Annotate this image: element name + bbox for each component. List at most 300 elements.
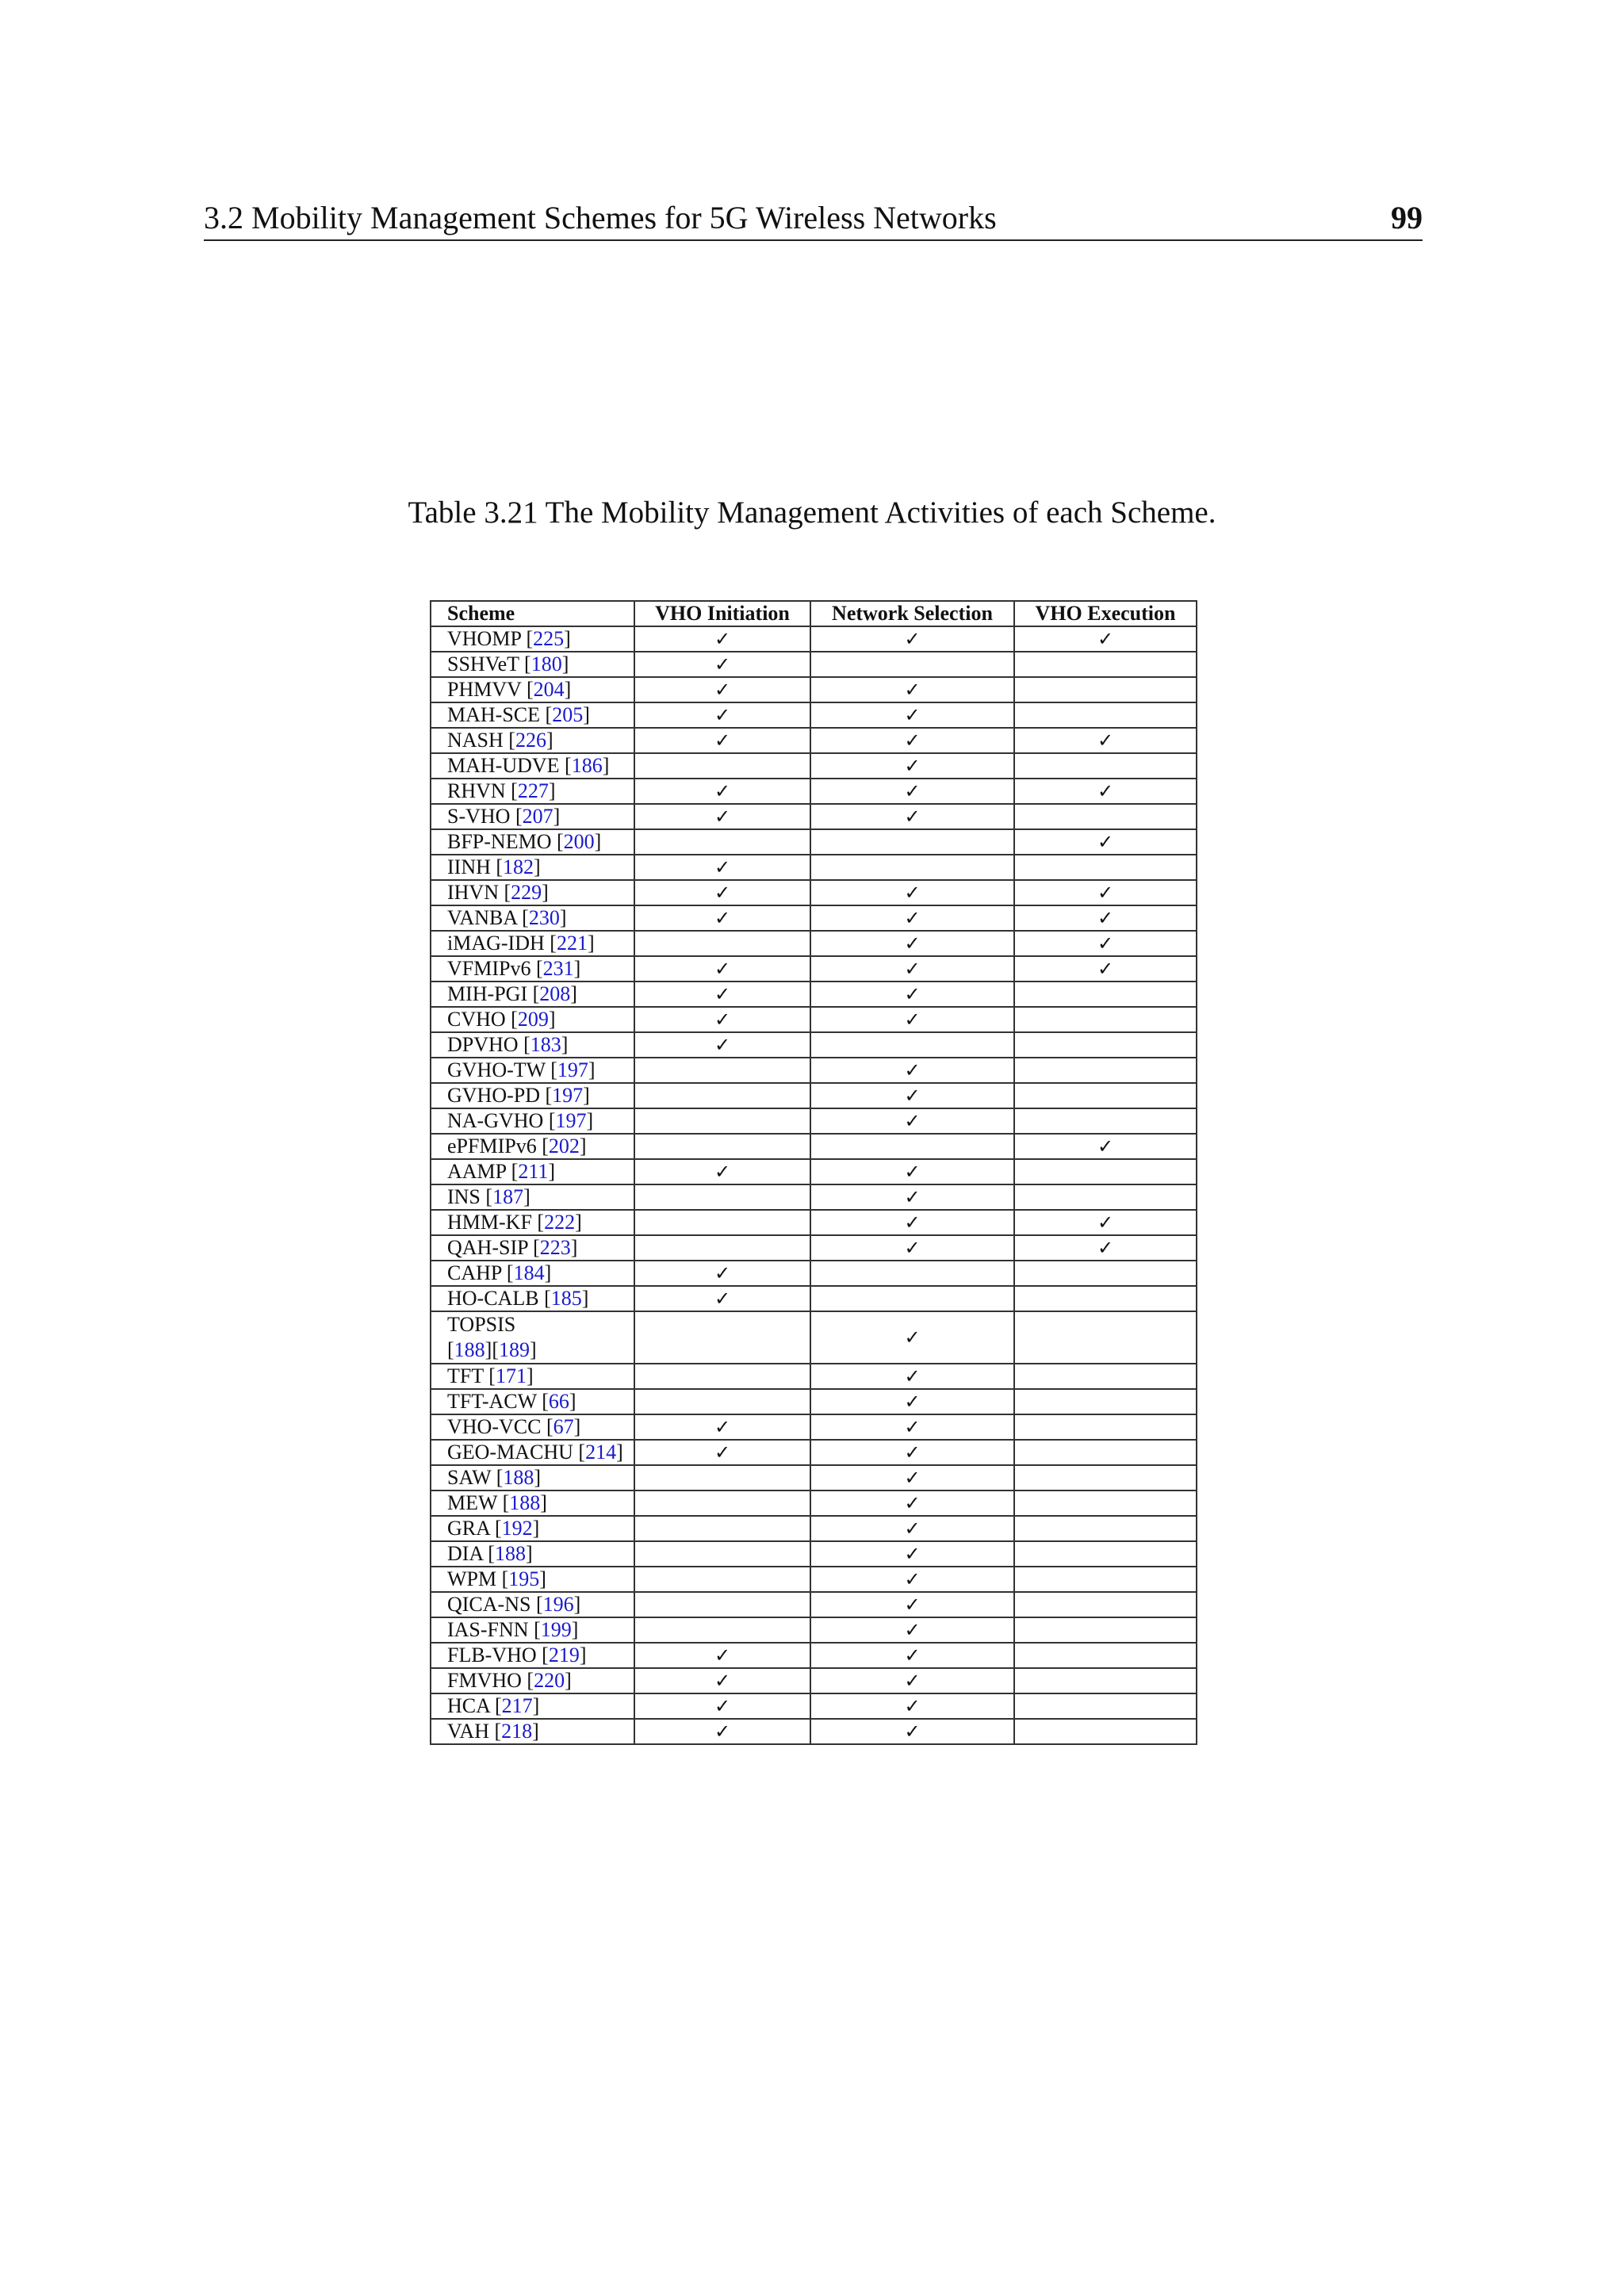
citation-link[interactable]: 226 (515, 729, 546, 752)
network-selection-cell (810, 753, 1014, 779)
table-row (431, 652, 1197, 677)
scheme-name: MIH-PGI (447, 982, 528, 1005)
scheme-name: SSHVeT (447, 652, 519, 675)
vho-initiation-cell (634, 905, 810, 931)
checkmark-icon: ✓ (1097, 780, 1114, 802)
citation-link[interactable]: 205 (552, 703, 584, 726)
scheme-name: DPVHO (447, 1033, 519, 1056)
checkmark-icon: ✓ (714, 653, 731, 675)
scheme-cell: NASH [226] (431, 728, 634, 753)
vho-initiation-cell (634, 1364, 810, 1389)
checkmark-icon: ✓ (904, 1059, 921, 1081)
scheme-cell: VFMIPv6 [231] (431, 956, 634, 982)
scheme-cell: FLB-VHO [219] (431, 1643, 634, 1668)
checkmark-icon: ✓ (904, 882, 921, 904)
vho-execution-cell (1014, 1364, 1197, 1389)
scheme-cell: iMAG-IDH [221] (431, 931, 634, 956)
checkmark-icon: ✓ (904, 1110, 921, 1132)
scheme-cell: GRA [192] (431, 1516, 634, 1541)
checkmark-icon: ✓ (904, 1441, 921, 1464)
checkmark-icon: ✓ (714, 1034, 731, 1056)
network-selection-cell (810, 1541, 1014, 1567)
checkmark-icon: ✓ (904, 1008, 921, 1031)
scheme-name: SAW (447, 1466, 492, 1489)
checkmark-icon: ✓ (904, 729, 921, 752)
scheme-cell: VHOMP [225] (431, 626, 634, 652)
citation-link[interactable]: 217 (501, 1694, 533, 1717)
column-header-vho-initiation: VHO Initiation (634, 601, 810, 626)
vho-execution-cell (1014, 982, 1197, 1007)
checkmark-icon: ✓ (904, 1568, 921, 1590)
citation-link[interactable]: 188 (503, 1466, 534, 1489)
table-caption: Table 3.21 The Mobility Management Activities of each Scheme. (408, 496, 1216, 530)
network-selection-cell (810, 1261, 1014, 1286)
checkmark-icon: ✓ (904, 628, 921, 650)
network-selection-cell (810, 1032, 1014, 1058)
citation-link[interactable]: 200 (563, 830, 595, 853)
checkmark-icon: ✓ (714, 1161, 731, 1183)
scheme-cell: PHMVV [204] (431, 677, 634, 702)
checkmark-icon: ✓ (1097, 628, 1114, 650)
citation-link[interactable]: 180 (530, 652, 562, 675)
table-body (431, 626, 1197, 1744)
network-selection-cell (810, 804, 1014, 829)
network-selection-cell (810, 1159, 1014, 1184)
vho-execution-cell (1014, 956, 1197, 982)
vho-initiation-cell (634, 1083, 810, 1108)
checkmark-icon: ✓ (714, 704, 731, 726)
vho-initiation-cell (634, 1210, 810, 1235)
network-selection-cell (810, 956, 1014, 982)
checkmark-icon: ✓ (904, 907, 921, 929)
citation-link[interactable]: 231 (542, 957, 574, 980)
network-selection-cell (810, 1083, 1014, 1108)
vho-initiation-cell (634, 702, 810, 728)
checkmark-icon: ✓ (1097, 729, 1114, 752)
vho-execution-cell (1014, 1210, 1197, 1235)
scheme-cell: WPM [195] (431, 1567, 634, 1592)
table-row (431, 1389, 1197, 1414)
table-row (431, 702, 1197, 728)
scheme-name: IAS-FNN (447, 1618, 529, 1641)
citation-link[interactable]: 223 (539, 1236, 571, 1259)
vho-execution-cell (1014, 804, 1197, 829)
citation-link[interactable]: 211 (518, 1160, 549, 1183)
network-selection-cell (810, 702, 1014, 728)
table-row (431, 1311, 1197, 1364)
checkmark-icon: ✓ (904, 1695, 921, 1717)
page-number: 99 (1391, 200, 1423, 235)
column-header-vho-execution: VHO Execution (1014, 601, 1197, 626)
citation-link[interactable]: 67 (553, 1415, 574, 1438)
vho-execution-cell (1014, 652, 1197, 677)
vho-execution-cell (1014, 1159, 1197, 1184)
vho-execution-cell (1014, 1108, 1197, 1134)
table-row (431, 1668, 1197, 1693)
citation-link[interactable]: 204 (533, 678, 565, 701)
vho-execution-cell (1014, 829, 1197, 855)
network-selection-cell (810, 982, 1014, 1007)
scheme-name: GRA (447, 1517, 490, 1540)
scheme-name: VAH (447, 1720, 489, 1743)
checkmark-icon: ✓ (904, 679, 921, 701)
vho-execution-cell (1014, 1567, 1197, 1592)
checkmark-icon: ✓ (904, 1720, 921, 1743)
checkmark-icon: ✓ (904, 1492, 921, 1514)
vho-execution-cell (1014, 702, 1197, 728)
scheme-cell: QAH-SIP [223] (431, 1235, 634, 1261)
network-selection-cell (810, 1389, 1014, 1414)
citation-link[interactable]: 192 (501, 1517, 533, 1540)
checkmark-icon: ✓ (1097, 932, 1114, 955)
table-row (431, 905, 1197, 931)
citation-link[interactable]: 184 (513, 1261, 545, 1284)
scheme-cell: GVHO-PD [197] (431, 1083, 634, 1108)
checkmark-icon: ✓ (904, 1211, 921, 1234)
citation-link[interactable]: 189 (499, 1338, 530, 1361)
scheme-cell: HMM-KF [222] (431, 1210, 634, 1235)
vho-initiation-cell (634, 804, 810, 829)
network-selection-cell (810, 905, 1014, 931)
network-selection-cell (810, 1210, 1014, 1235)
scheme-name: GVHO-PD (447, 1084, 540, 1107)
checkmark-icon: ✓ (714, 806, 731, 828)
column-header-network-selection: Network Selection (810, 601, 1014, 626)
scheme-name: GVHO-TW (447, 1058, 546, 1081)
table-row (431, 753, 1197, 779)
table-row (431, 1235, 1197, 1261)
vho-initiation-cell (634, 1184, 810, 1210)
checkmark-icon: ✓ (904, 1594, 921, 1616)
vho-execution-cell (1014, 1389, 1197, 1414)
vho-execution-cell (1014, 880, 1197, 905)
citation-link[interactable]: 230 (528, 906, 560, 929)
checkmark-icon: ✓ (714, 907, 731, 929)
network-selection-cell (810, 1668, 1014, 1693)
citation-link[interactable]: 227 (517, 779, 549, 802)
checkmark-icon: ✓ (904, 1517, 921, 1540)
citation-link[interactable]: 229 (511, 881, 542, 904)
scheme-name: VANBA (447, 906, 517, 929)
checkmark-icon: ✓ (904, 1543, 921, 1565)
vho-execution-cell (1014, 1414, 1197, 1440)
table-row (431, 1693, 1197, 1719)
vho-initiation-cell (634, 1719, 810, 1744)
scheme-name: iMAG-IDH (447, 932, 545, 955)
citation-link[interactable]: 219 (548, 1644, 580, 1667)
scheme-name: CVHO (447, 1008, 506, 1031)
citation-link[interactable]: 222 (544, 1211, 576, 1234)
network-selection-cell (810, 1007, 1014, 1032)
vho-initiation-cell (634, 1007, 810, 1032)
vho-initiation-cell (634, 1261, 810, 1286)
scheme-name: MAH-SCE (447, 703, 541, 726)
checkmark-icon: ✓ (714, 983, 731, 1005)
vho-initiation-cell (634, 1668, 810, 1693)
table-row (431, 956, 1197, 982)
citation-link[interactable]: 209 (517, 1008, 549, 1031)
checkmark-icon: ✓ (714, 1416, 731, 1438)
scheme-cell: MAH-UDVE [186] (431, 753, 634, 779)
citation-link[interactable]: 187 (492, 1185, 524, 1208)
vho-initiation-cell (634, 1541, 810, 1567)
vho-execution-cell (1014, 1541, 1197, 1567)
scheme-name: HO-CALB (447, 1287, 539, 1310)
table-row (431, 626, 1197, 652)
checkmark-icon: ✓ (904, 1644, 921, 1667)
citation-link[interactable]: 214 (585, 1441, 617, 1464)
checkmark-icon: ✓ (904, 1619, 921, 1641)
citation-link[interactable]: 225 (533, 627, 565, 650)
table-row (431, 1261, 1197, 1286)
vho-initiation-cell (634, 982, 810, 1007)
scheme-name: VFMIPv6 (447, 957, 531, 980)
network-selection-cell (810, 1490, 1014, 1516)
checkmark-icon: ✓ (714, 1644, 731, 1667)
citation-link[interactable]: 183 (530, 1033, 561, 1056)
scheme-cell: FMVHO [220] (431, 1668, 634, 1693)
running-title: 3.2 Mobility Management Schemes for 5G Wireless Networks (204, 200, 997, 235)
checkmark-icon: ✓ (714, 1720, 731, 1743)
vho-execution-cell (1014, 1516, 1197, 1541)
checkmark-icon: ✓ (904, 755, 921, 777)
scheme-name: ePFMIPv6 (447, 1135, 537, 1158)
vho-initiation-cell (634, 956, 810, 982)
vho-initiation-cell (634, 677, 810, 702)
vho-execution-cell (1014, 1311, 1197, 1364)
checkmark-icon: ✓ (904, 1186, 921, 1208)
table-row (431, 1210, 1197, 1235)
network-selection-cell (810, 1693, 1014, 1719)
citation-link[interactable]: 197 (557, 1058, 588, 1081)
vho-execution-cell (1014, 728, 1197, 753)
vho-execution-cell (1014, 1032, 1197, 1058)
citation-link[interactable]: 207 (522, 805, 553, 828)
citation-link[interactable]: 66 (548, 1390, 569, 1413)
table-row (431, 1108, 1197, 1134)
citation-link[interactable]: 188 (509, 1491, 541, 1514)
vho-execution-cell (1014, 1083, 1197, 1108)
checkmark-icon: ✓ (904, 958, 921, 980)
checkmark-icon: ✓ (904, 704, 921, 726)
table-row (431, 1134, 1197, 1159)
scheme-cell: QICA-NS [196] (431, 1592, 634, 1617)
vho-execution-cell (1014, 855, 1197, 880)
vho-execution-cell (1014, 1617, 1197, 1643)
vho-initiation-cell (634, 1108, 810, 1134)
table-row (431, 1719, 1197, 1744)
table-row (431, 1007, 1197, 1032)
citation-link[interactable]: 196 (542, 1593, 574, 1616)
scheme-name: RHVN (447, 779, 506, 802)
scheme-name: INS (447, 1185, 481, 1208)
network-selection-cell (810, 1719, 1014, 1744)
vho-execution-cell (1014, 1490, 1197, 1516)
vho-execution-cell (1014, 1643, 1197, 1668)
scheme-name: FLB-VHO (447, 1644, 537, 1667)
citation-link[interactable]: 202 (548, 1135, 580, 1158)
checkmark-icon: ✓ (714, 679, 731, 701)
scheme-name: TOPSIS (447, 1313, 516, 1336)
vho-initiation-cell (634, 1617, 810, 1643)
scheme-name: BFP-NEMO (447, 830, 552, 853)
network-selection-cell (810, 1235, 1014, 1261)
network-selection-cell (810, 1465, 1014, 1490)
network-selection-cell (810, 1592, 1014, 1617)
scheme-cell: VAH [218] (431, 1719, 634, 1744)
vho-initiation-cell (634, 626, 810, 652)
checkmark-icon: ✓ (1097, 882, 1114, 904)
vho-initiation-cell (634, 880, 810, 905)
scheme-cell: IHVN [229] (431, 880, 634, 905)
checkmark-icon: ✓ (1097, 831, 1114, 853)
vho-initiation-cell (634, 1134, 810, 1159)
vho-initiation-cell (634, 1465, 810, 1490)
checkmark-icon: ✓ (904, 1085, 921, 1107)
scheme-name: WPM (447, 1567, 497, 1590)
scheme-cell: IAS-FNN [199] (431, 1617, 634, 1643)
network-selection-cell (810, 1643, 1014, 1668)
scheme-name: VHO-VCC (447, 1415, 542, 1438)
checkmark-icon: ✓ (714, 1670, 731, 1692)
checkmark-icon: ✓ (714, 958, 731, 980)
scheme-cell: BFP-NEMO [200] (431, 829, 634, 855)
checkmark-icon: ✓ (904, 1467, 921, 1489)
network-selection-cell (810, 677, 1014, 702)
table-row (431, 1083, 1197, 1108)
checkmark-icon: ✓ (714, 628, 731, 650)
citation-link[interactable]: 197 (552, 1084, 584, 1107)
vho-initiation-cell (634, 728, 810, 753)
citation-link[interactable]: 220 (534, 1669, 565, 1692)
vho-initiation-cell (634, 931, 810, 956)
checkmark-icon: ✓ (714, 729, 731, 752)
network-selection-cell (810, 931, 1014, 956)
scheme-cell: RHVN [227] (431, 779, 634, 804)
scheme-cell: TFT [171] (431, 1364, 634, 1389)
vho-initiation-cell (634, 1440, 810, 1465)
checkmark-icon: ✓ (714, 1288, 731, 1310)
citation-link[interactable]: 221 (556, 932, 588, 955)
vho-execution-cell (1014, 1693, 1197, 1719)
citation-link[interactable]: 218 (501, 1720, 533, 1743)
network-selection-cell (810, 652, 1014, 677)
vho-initiation-cell (634, 753, 810, 779)
scheme-name: CAHP (447, 1261, 502, 1284)
vho-execution-cell (1014, 1668, 1197, 1693)
table-row (431, 1414, 1197, 1440)
mobility-activities-table (430, 600, 1197, 1745)
checkmark-icon: ✓ (714, 1695, 731, 1717)
table-header-row (431, 601, 1197, 626)
table-row (431, 880, 1197, 905)
vho-initiation-cell (634, 1516, 810, 1541)
scheme-cell: IINH [182] (431, 855, 634, 880)
table-row (431, 1058, 1197, 1083)
scheme-cell: AAMP [211] (431, 1159, 634, 1184)
checkmark-icon: ✓ (904, 806, 921, 828)
scheme-cell: GEO-MACHU [214] (431, 1440, 634, 1465)
citation-link[interactable]: 188 (454, 1338, 485, 1361)
network-selection-cell (810, 1364, 1014, 1389)
checkmark-icon: ✓ (904, 1416, 921, 1438)
vho-execution-cell (1014, 1058, 1197, 1083)
scheme-cell: TOPSIS [188][189] (431, 1311, 634, 1364)
checkmark-icon: ✓ (714, 1262, 731, 1284)
checkmark-icon: ✓ (904, 1391, 921, 1413)
citation-link[interactable]: 188 (494, 1542, 526, 1565)
scheme-name: VHOMP (447, 627, 521, 650)
table-row (431, 1643, 1197, 1668)
vho-initiation-cell (634, 1389, 810, 1414)
checkmark-icon: ✓ (1097, 1211, 1114, 1234)
checkmark-icon: ✓ (714, 780, 731, 802)
network-selection-cell (810, 1440, 1014, 1465)
vho-execution-cell (1014, 1235, 1197, 1261)
table-row (431, 728, 1197, 753)
scheme-cell: S-VHO [207] (431, 804, 634, 829)
network-selection-cell (810, 1617, 1014, 1643)
vho-execution-cell (1014, 931, 1197, 956)
scheme-cell: MAH-SCE [205] (431, 702, 634, 728)
citation-link[interactable]: 171 (495, 1364, 527, 1387)
citation-link[interactable]: 185 (550, 1287, 582, 1310)
vho-execution-cell (1014, 626, 1197, 652)
vho-execution-cell (1014, 753, 1197, 779)
scheme-cell: VANBA [230] (431, 905, 634, 931)
table-row (431, 982, 1197, 1007)
vho-execution-cell (1014, 1592, 1197, 1617)
scheme-name: IHVN (447, 881, 499, 904)
vho-initiation-cell (634, 1592, 810, 1617)
citation-link[interactable]: 208 (539, 982, 571, 1005)
citation-link[interactable]: 182 (503, 855, 534, 878)
table-row (431, 804, 1197, 829)
vho-execution-cell (1014, 779, 1197, 804)
citation-link[interactable]: 197 (555, 1109, 587, 1132)
scheme-name: QAH-SIP (447, 1236, 528, 1259)
table-row (431, 855, 1197, 880)
vho-execution-cell (1014, 1184, 1197, 1210)
checkmark-icon: ✓ (904, 1237, 921, 1259)
checkmark-icon: ✓ (904, 983, 921, 1005)
network-selection-cell (810, 626, 1014, 652)
column-header-scheme: Scheme (431, 601, 634, 626)
citation-link[interactable]: 199 (540, 1618, 572, 1641)
table-row (431, 1541, 1197, 1567)
vho-initiation-cell (634, 779, 810, 804)
vho-initiation-cell (634, 1490, 810, 1516)
scheme-name: HMM-KF (447, 1211, 532, 1234)
vho-execution-cell (1014, 1134, 1197, 1159)
checkmark-icon: ✓ (1097, 958, 1114, 980)
table-row (431, 1286, 1197, 1311)
vho-initiation-cell (634, 829, 810, 855)
network-selection-cell (810, 1311, 1014, 1364)
citation-link[interactable]: 195 (508, 1567, 540, 1590)
scheme-cell: INS [187] (431, 1184, 634, 1210)
scheme-name: MAH-UDVE (447, 754, 560, 777)
vho-execution-cell (1014, 1286, 1197, 1311)
vho-execution-cell (1014, 1719, 1197, 1744)
vho-execution-cell (1014, 1007, 1197, 1032)
vho-execution-cell (1014, 905, 1197, 931)
vho-initiation-cell (634, 1311, 810, 1364)
scheme-cell: HO-CALB [185] (431, 1286, 634, 1311)
checkmark-icon: ✓ (714, 1441, 731, 1464)
scheme-name: PHMVV (447, 678, 522, 701)
citation-link[interactable]: 186 (571, 754, 603, 777)
